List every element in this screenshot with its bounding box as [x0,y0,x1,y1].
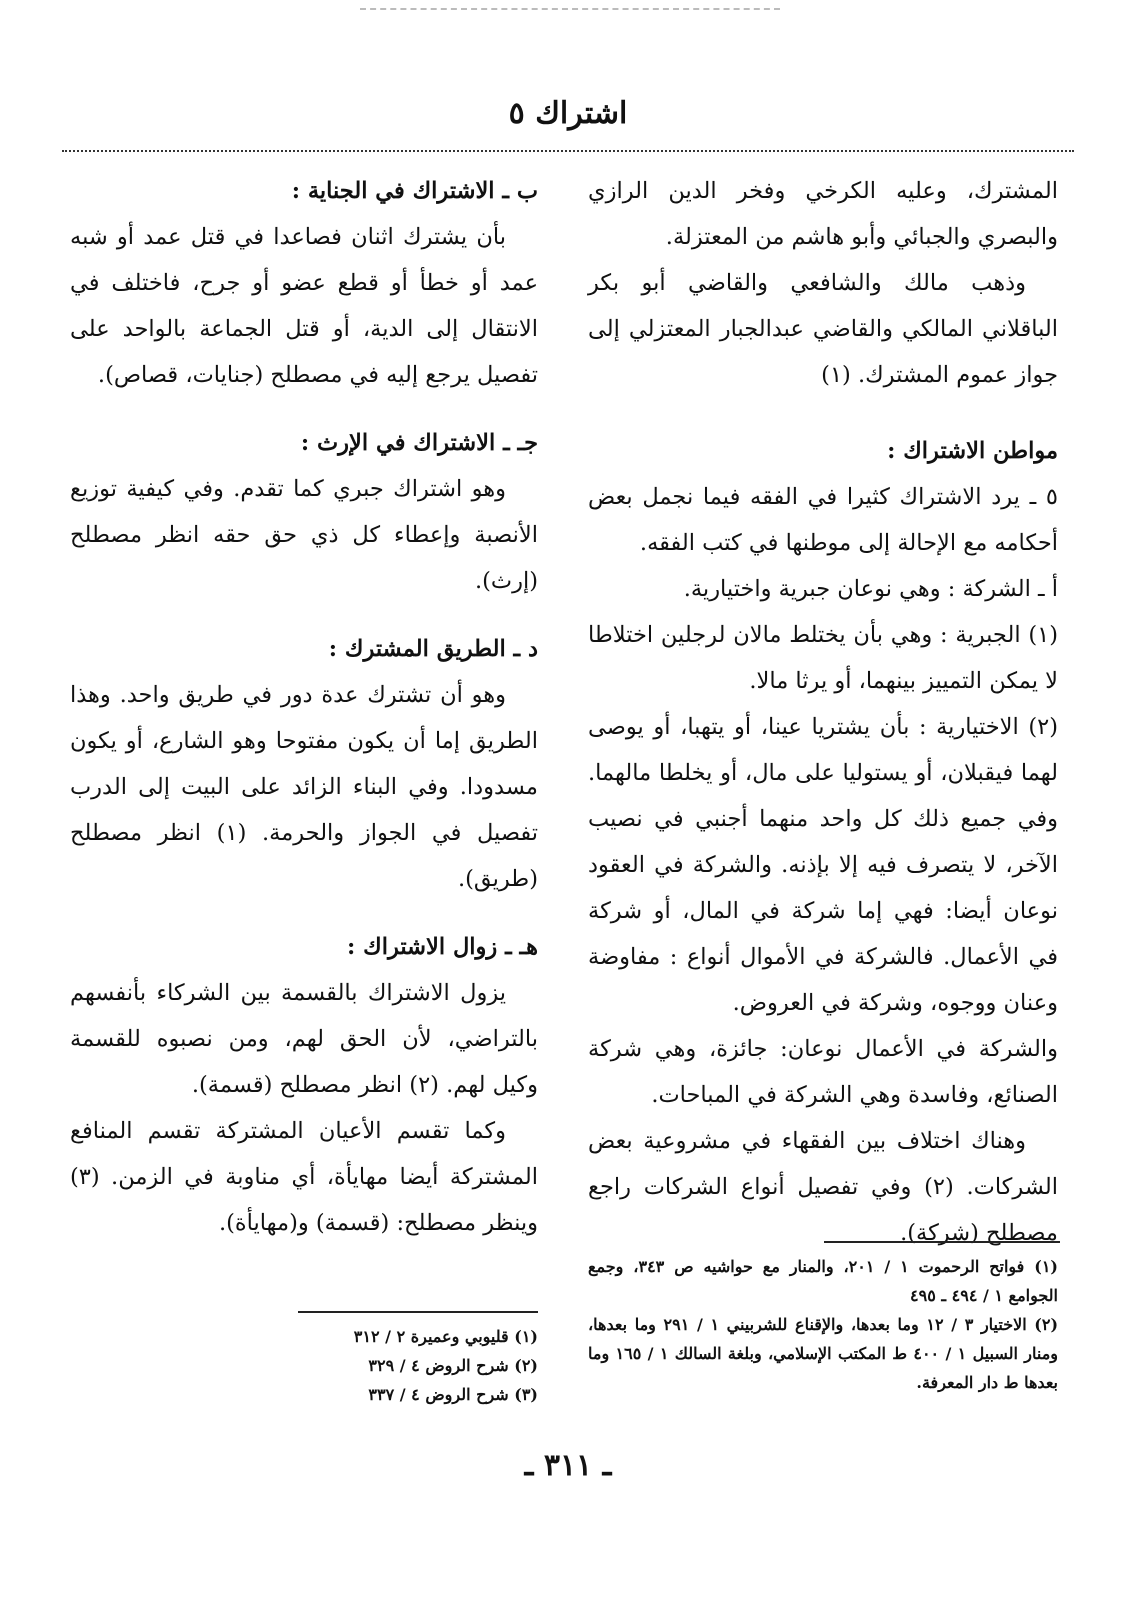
right-paragraph-1: المشترك، وعليه الكرخي وفخر الدين الرازي والبصري والجبائي وأبو هاشم من المعتزلة. [588,178,1058,250]
section-heading-irth: جـ ـ الاشتراك في الإرث : [300,430,538,456]
right-paragraph-2: وذهب مالك والشافعي والقاضي أبو بكر الباقلاني المالكي والقاضي عبدالجبار المعتزلي إلى جواز عموم المشترك. (١) [588,270,1058,388]
scan-top-marks [360,8,780,14]
footnote-left-3: (٣) شرح الروض ٤ / ٣٣٧ [368,1385,538,1404]
footnote-rule-right [824,1241,1060,1243]
right-paragraph-4: أ ـ الشركة : وهي نوعان جبرية واختيارية. [683,576,1058,602]
right-column [588,168,1058,1256]
right-paragraph-3: ٥ ـ يرد الاشتراك كثيرا في الفقه فيما نجمل بعض أحكامه مع الإحالة إلى موطنها في كتب الفقه. [588,484,1058,556]
left-paragraph-4: يزول الاشتراك بالقسمة بين الشركاء بأنفسهم بالتراضي، لأن الحق لهم، ومن نصبوه للقسمة وكيل لهم. (٢) انظر مصطلح (قسمة). [70,980,538,1098]
section-heading-tariq: د ـ الطريق المشترك : [328,636,538,662]
right-paragraph-8: وهناك اختلاف بين الفقهاء في مشروعية بعض الشركات. (٢) وفي تفصيل أنواع الشركات راجع مصطلح (شركة). [588,1128,1058,1246]
page-header-title: اشتراك ٥ [508,96,628,131]
footnotes-right [588,1252,1058,1397]
left-paragraph-3: وهو أن تشترك عدة دور في طريق واحد. وهذا الطريق إما أن يكون مفتوحا وهو الشارع، أو يكون مسدودا. وفي البناء الزائد على البيت إلى الدرب تفصيل في الجواز والحرمة. (١) انظر مصطلح (طريق). [70,682,538,892]
footnote-left-2: (٢) شرح الروض ٤ / ٣٢٩ [368,1356,538,1375]
footnote-right-1: (١) فواتح الرحموت ١ / ٢٠١، والمنار مع حواشيه ص ٣٤٣، وجمع الجوامع ١ / ٤٩٤ ـ ٤٩٥ [588,1257,1058,1305]
left-column [70,168,538,1246]
right-paragraph-6: (٢) الاختيارية : بأن يشتريا عينا، أو يتهبا، أو يوصى لهما فيقبلان، أو يستوليا على مال، أو يخلطا مالهما. وفي جميع ذلك كل واحد منهما أجنبي في نصيب الآخر، لا يتصرف فيه إلا بإذنه. والشركة في العقود نوعان أيضا: فهي إما شركة في المال، أو شركة في الأعمال. فالشركة في الأموال أنواع : مفاوضة وعنان ووجوه، وشركة في العروض. [588,714,1058,1016]
footnote-left-1: (١) قليوبي وعميرة ٢ / ٣١٢ [353,1327,538,1346]
section-heading-zawal: هـ ـ زوال الاشتراك : [347,934,538,960]
right-paragraph-7: والشركة في الأعمال نوعان: جائزة، وهي شركة الصنائع، وفاسدة وهي الشركة في المباحات. [588,1036,1058,1108]
left-paragraph-1: بأن يشترك اثنان فصاعدا في قتل عمد أو شبه عمد أو خطأ أو قطع عضو أو جرح، فاختلف في الانتقال إلى الدية، أو قتل الجماعة بالواحد على تفصيل يرجع إليه في مصطلح (جنايات، قصاص). [70,224,538,388]
section-heading-jinaya: ب ـ الاشتراك في الجناية : [291,178,538,204]
section-heading-mawatin: مواطن الاشتراك : [887,438,1058,464]
footnotes-left [298,1322,538,1409]
footnote-rule-left [298,1311,538,1313]
footnote-right-2: (٢) الاختيار ٣ / ١٢ وما بعدها، والإقناع للشربيني ١ / ٢٩١ وما بعدها، ومنار السبيل ١ / ٤٠٠ ط المكتب الإسلامي، وبلغة السالك ١ / ١٦٥ وما بعدها ط دار المعرفة. [588,1315,1059,1392]
header-dotted-rule [62,150,1074,152]
page-number: ـ ٣١١ ـ [524,1448,612,1483]
left-paragraph-5: وكما تقسم الأعيان المشتركة تقسم المنافع المشتركة أيضا مهايأة، أي مناوبة في الزمن. (٣) وينظر مصطلح: (قسمة) و(مهايأة). [70,1118,538,1236]
right-paragraph-5: (١) الجبرية : وهي بأن يختلط مالان لرجلين اختلاطا لا يمكن التمييز بينهما، أو يرثا مالا. [588,622,1058,694]
left-paragraph-2: وهو اشتراك جبري كما تقدم. وفي كيفية توزيع الأنصبة وإعطاء كل ذي حق حقه انظر مصطلح (إرث). [70,476,538,594]
